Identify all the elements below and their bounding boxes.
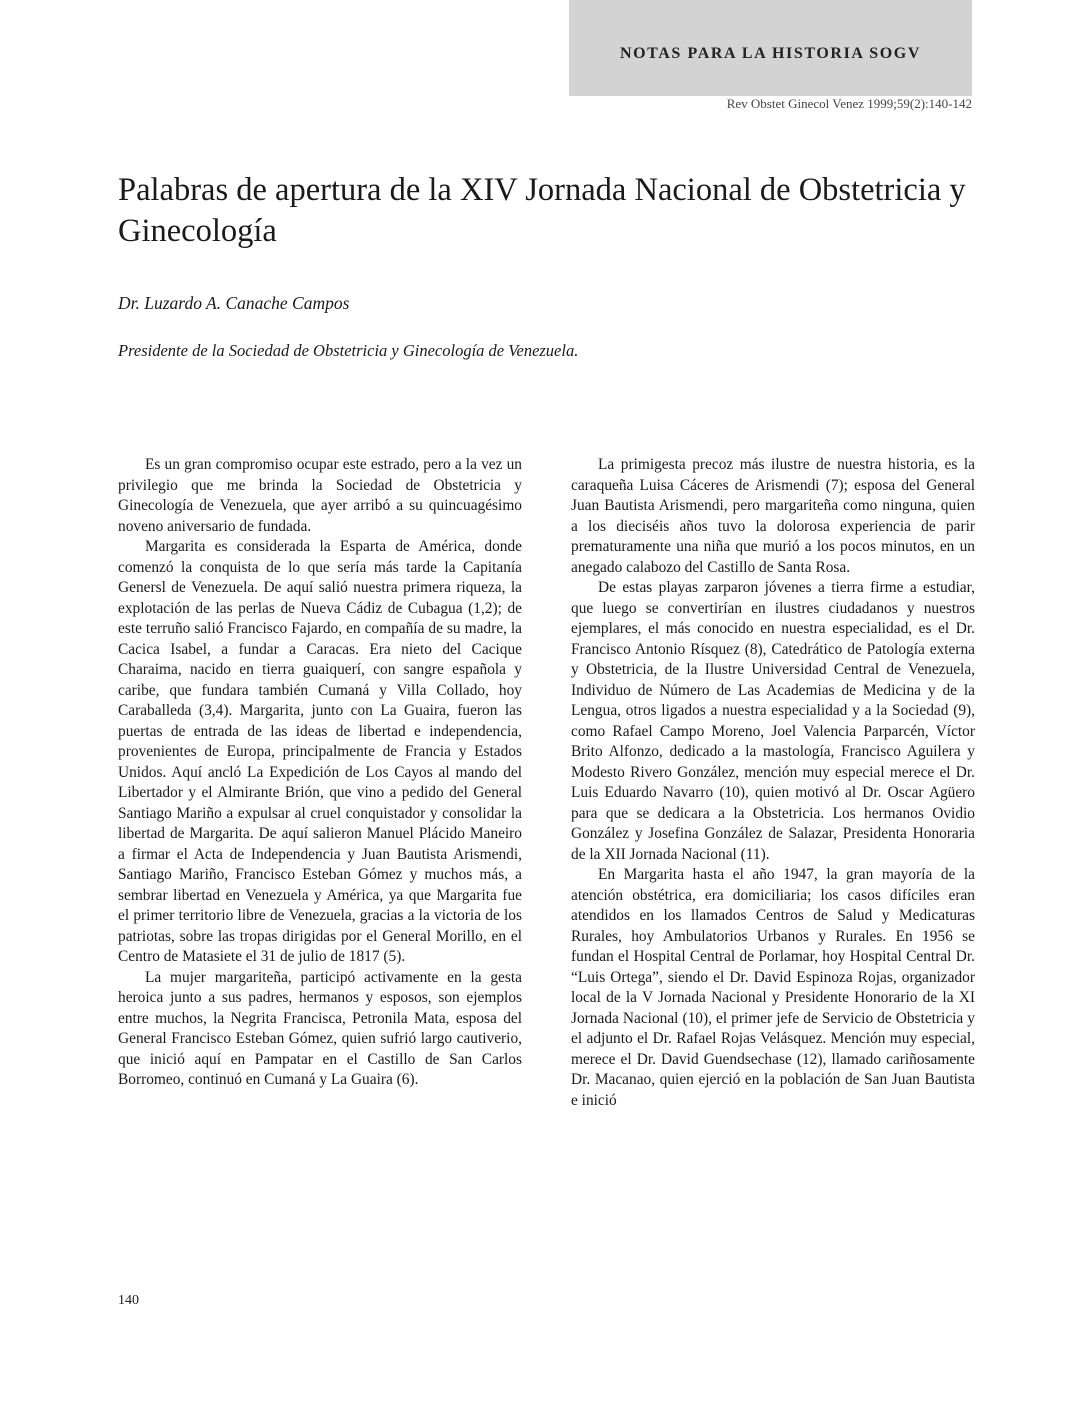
author-affiliation: Presidente de la Sociedad de Obstetricia y Ginecología de Venezuela. xyxy=(118,341,579,360)
paragraph: Es un gran compromiso ocupar este estrado, pero a la vez un privilegio que me brinda la Sociedad de Obstetricia y Ginecología de Venezuela, que ayer arribó a su quincuagésimo noveno aniversario de fundada. xyxy=(118,456,522,535)
paragraph: En Margarita hasta el año 1947, la gran mayoría de la atención obstétrica, era domiciliaria; los casos difíciles eran atendidos en los llamados Centros de Salud y Medicaturas Rurales, hoy Ambulatorios Urbanos y Rurales. En 1956 se fundan el Hospital Central de Porlamar, hoy Hospital Central Dr. “Luis Ortega”, siendo el Dr. David Espinoza Rojas, organizador local de la V Jornada Nacional y Presidente Honorario de la XI Jornada Nacional (10), el primer jefe de Servicio de Obstetricia y el adjunto el Dr. Rafael Rojas Velásquez. Mención muy especial, merece el Dr. David Guendsechase (12), llamado cariñosamente Dr. Macanao, quien ejerció en la población de San Juan Bautista e inició xyxy=(571,866,975,1109)
paragraph: La mujer margariteña, participó activamente en la gesta heroica junto a sus padres, hermanos y esposos, son ejemplos entre muchos, la Negrita Francisca, Petronila Mata, esposa del General Francisco Esteban Gómez, quien sufrió largo cautiverio, que inició aquí en Pampatar en el Castillo de San Carlos Borromeo, continuó en Cumaná y La Guaira (6). xyxy=(118,968,522,1088)
article-author: Dr. Luzardo A. Canache Campos xyxy=(118,293,350,313)
paragraph: De estas playas zarparon jóvenes a tierra firme a estudiar, que luego se convertirían en ilustres ciudadanos y nuestros ejemplares, el más conocido en nuestra especialidad, es el Dr. Francisco Antonio Rísquez (8), Catedrático de Patología externa y Obstetricia, de la Ilustre Universidad Central de Venezuela, Individuo de Número de Las Academias de Medicina y de la Lengua, otros ligados a nuestra especialidad y a la Sociedad (9), como Rafael Campo Moreno, Joel Valencia Parparcén, Víctor Brito Alfonzo, dedicado a la mastología, Francisco Aguilera y Modesto Rivero González, mención muy especial merece el Dr. Luis Eduardo Navarro (10), quien motivó al Dr. Oscar Agüero para que se dedicara a la Obstetricia. Los hermanos Ovidio González y Josefina González de Salazar, Presidenta Honoraria de la XII Jornada Nacional (11). xyxy=(571,579,975,863)
body-column-left xyxy=(118,455,522,1091)
section-title: NOTAS PARA LA HISTORIA SOGV xyxy=(619,45,922,62)
journal-citation: Rev Obstet Ginecol Venez 1999;59(2):140-142 xyxy=(726,96,972,111)
paragraph: La primigesta precoz más ilustre de nuestra historia, es la caraqueña Luisa Cáceres de Arismendi (7); esposa del General Juan Bautista Arismendi, pero margariteña como ninguna, quien a los dieciséis años tuvo la dolorosa experiencia de parir prematuramente una niña que murió a los pocos minutos, en un anegado calabozo del Castillo de Santa Rosa. xyxy=(571,456,975,576)
article-title: Palabras de apertura de la XIV Jornada Nacional de Obstetricia y Ginecología xyxy=(118,172,966,249)
paragraph: Margarita es considerada la Esparta de América, donde comenzó la conquista de lo que sería más tarde la Capitanía Genersl de Venezuela. De aquí salió nuestra primera riqueza, la explotación de las perlas de Nueva Cádiz de Cubagua (1,2); de este terruño salió Francisco Fajardo, en compañía de su madre, la Cacica Isabel, a fundar a Caracas. Era nieto del Cacique Charaima, nacido en tierra guaiquerí, con sangre española y caribe, que fundara también Cumaná y Villa Collado, hoy Caraballeda (3,4). Margarita, junto con La Guaira, fueron las puertas de entrada de las ideas de libertad e independencia, provenientes de Europa, principalmente de Francia y Estados Unidos. Aquí ancló La Expedición de Los Cayos al mando del Libertador y el Almirante Brión, que vino a pedido del General Santiago Mariño a expulsar al cruel conquistador y consolidar la libertad de Margarita. De aquí salieron Manuel Plácido Maneiro a firmar el Acta de Independencia y Juan Bautista Arismendi, Santiago Mariño, Francisco Esteban Gómez y muchos más, a sembrar libertad en Venezuela y América, ya que Margarita fue el primer territorio libre de Venezuela, gracias a la victoria de los patriotas, sobre las tropas dirigidas por el General Morillo, en el Centro de Matasiete el 31 de julio de 1817 (5). xyxy=(118,538,522,965)
body-column-right xyxy=(571,455,975,1111)
section-banner xyxy=(569,0,972,96)
page-number: 140 xyxy=(118,1293,139,1308)
